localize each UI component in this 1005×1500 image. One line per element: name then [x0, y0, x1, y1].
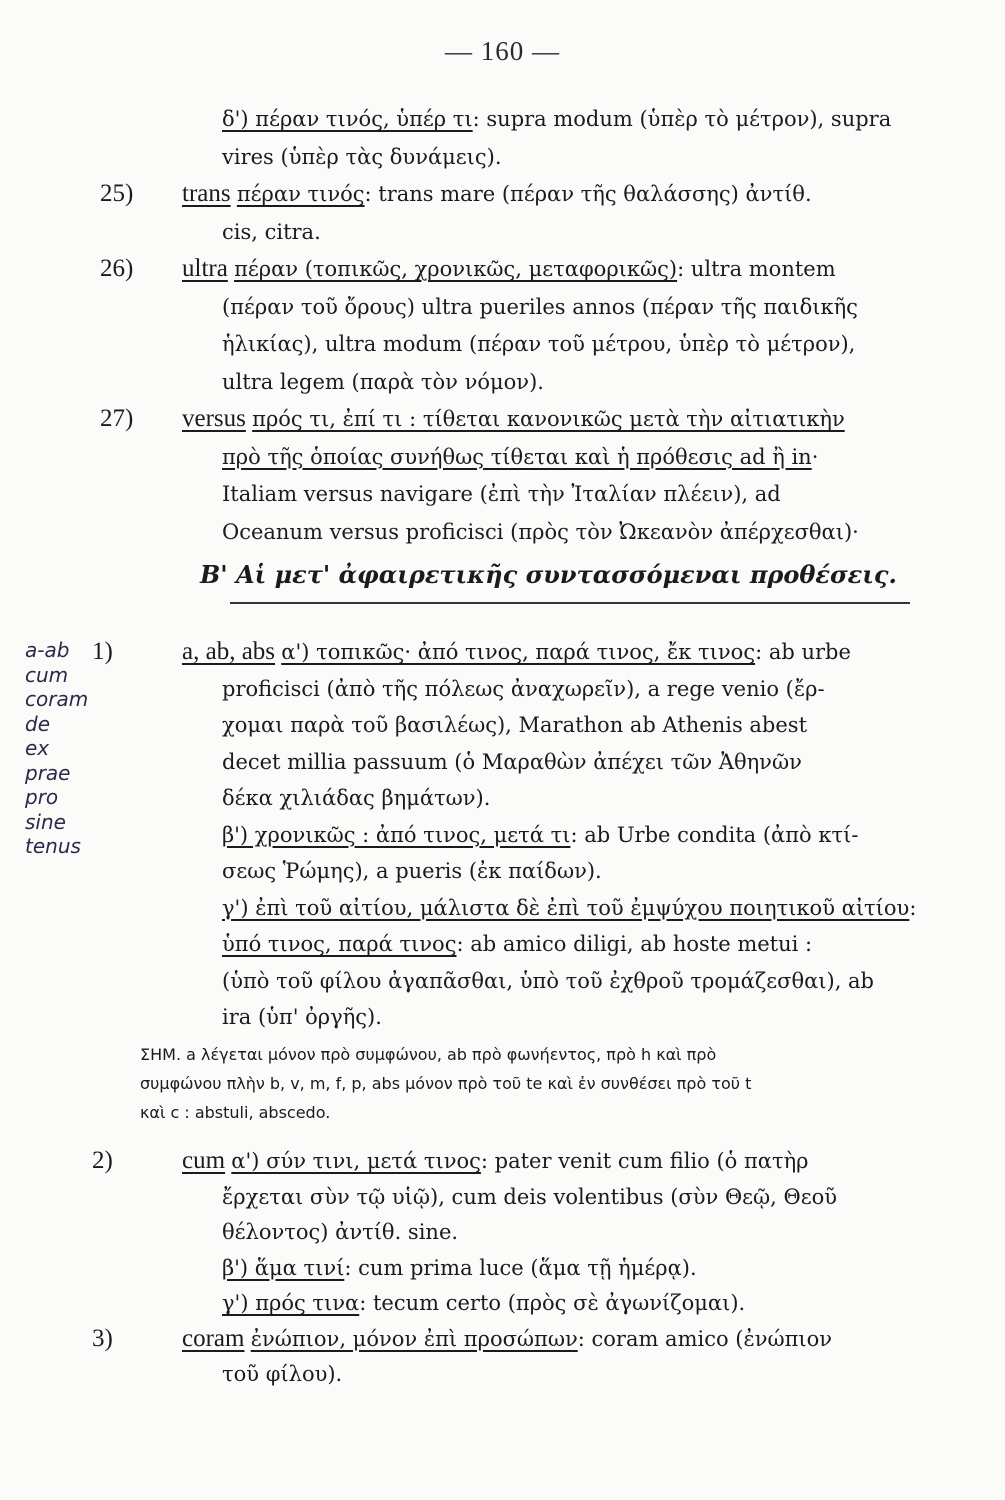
- item-number: 3): [92, 1324, 113, 1352]
- text-line: [92, 1145, 809, 1177]
- line-text: ἡλικίας), ultra modum (πέραν τοῦ μέτρου, ὑπὲρ τὸ μέτρον),: [222, 332, 856, 356]
- greek-equivalent: β') ἅμα τινί: [222, 1255, 345, 1280]
- greek-equivalent: γ') ἐπὶ τοῦ αἰτίου, μάλιστα δὲ ἐπὶ τοῦ ἐμψύχου ποιητικοῦ αἰτίου: [222, 895, 910, 920]
- note-line: ΣΗΜ. a λέγεται μόνον πρὸ συμφώνου, ab πρὸ φωνήεντος, πρὸ h καὶ πρὸ: [140, 1045, 717, 1064]
- text-line: [222, 328, 855, 360]
- margin-note: ex: [25, 736, 50, 760]
- text-line: [100, 178, 812, 210]
- greek-equivalent: ὑπό τινος, παρά τινος: [222, 932, 457, 956]
- line-text: : trans mare (πέραν τῆς θαλάσσης) ἀντίθ.: [364, 182, 812, 206]
- greek-equivalent: πρός τι, ἐπί τι : τίθεται κανονικῶς μετὰ τὴν αἰτιατικὴν: [252, 407, 845, 431]
- text-line: [92, 636, 851, 668]
- line-text: : ab Urbe condita (ἀπὸ κτί-: [570, 822, 859, 847]
- text-line: [222, 892, 916, 924]
- line-text: :: [909, 895, 917, 920]
- text-line: [222, 1001, 382, 1033]
- line-text: : cum prima luce (ἅμα τῇ ἡμέρᾳ).: [344, 1255, 697, 1280]
- text-line: [222, 855, 602, 887]
- greek-equivalent: ἐνώπιον, μόνον ἐπὶ προσώπων: [250, 1326, 578, 1351]
- line-text: cis, citra.: [222, 219, 321, 244]
- line-text: proficisci (ἀπὸ τῆς πόλεως ἀναχωρεῖν), a rege venio (ἔρ-: [222, 676, 825, 701]
- line-text: ἔρχεται σὺν τῷ υἱῷ), cum deis volentibus (σὺν Θεῷ, Θεοῦ: [222, 1184, 838, 1209]
- margin-note: pro: [25, 785, 59, 809]
- heading-underline: [230, 602, 910, 604]
- text-line: [222, 1252, 697, 1284]
- text-line: [222, 1287, 745, 1319]
- text-line: [100, 403, 845, 435]
- line-text: θέλοντος) ἀντίθ. sine.: [222, 1220, 459, 1244]
- line-text: Italiam versus navigare (ἐπὶ τὴν Ἰταλίαν πλέειν), ad: [222, 482, 781, 506]
- line-text: χομαι παρὰ τοῦ βασιλέως), Marathon ab Athenis abest: [222, 713, 808, 737]
- text-line: [100, 253, 836, 285]
- line-text: vires (ὑπὲρ τὰς δυνάμεις).: [222, 144, 502, 169]
- line-text: : ab amico diligi, ab hoste metui :: [456, 932, 813, 956]
- text-line: [222, 216, 321, 248]
- note-line: συμφώνου πλὴν b, v, m, f, p, abs μόνον πρὸ τοῦ te καὶ ἐν συνθέσει πρὸ τοῦ t: [140, 1074, 752, 1093]
- latin-preposition: coram: [182, 1324, 245, 1352]
- line-text: : ab urbe: [755, 640, 851, 664]
- text-line: [222, 103, 891, 135]
- line-text: : coram amico (ἐνώπιον: [577, 1326, 833, 1351]
- greek-equivalent: α') τοπικῶς· ἀπό τινος, παρά τινος, ἔκ τινος: [281, 640, 756, 664]
- greek-equivalent: πέραν τινός: [236, 182, 365, 206]
- line-text: δέκα χιλιάδας βημάτων).: [222, 786, 491, 810]
- greek-equivalent: πρὸ τῆς ὁποίας συνήθως τίθεται καὶ ἡ πρόθεσις ad ἢ in: [222, 444, 812, 469]
- text-line: [222, 516, 859, 548]
- text-line: [222, 366, 544, 398]
- line-text: (πέραν τοῦ ὄρους) ultra pueriles annos (πέραν τῆς παιδικῆς: [222, 294, 858, 319]
- note-line: καὶ c : abstuli, abscedo.: [140, 1103, 331, 1122]
- greek-equivalent: γ') πρός τινα: [222, 1291, 360, 1315]
- margin-note: de: [25, 711, 50, 736]
- text-line: [222, 1181, 837, 1213]
- latin-preposition: trans: [182, 180, 231, 207]
- latin-preposition: versus: [182, 405, 246, 432]
- line-text: ira (ὑπ' ὀργῆς).: [222, 1005, 382, 1029]
- margin-note: sine: [25, 809, 66, 834]
- text-line: [222, 673, 825, 705]
- latin-preposition: cum: [182, 1147, 226, 1174]
- line-text: : ultra montem: [677, 257, 836, 281]
- item-number: 1): [92, 638, 113, 665]
- line-text: ·: [811, 444, 819, 469]
- margin-note: a-ab: [25, 638, 70, 662]
- line-text: ultra legem (παρὰ τὸν νόμον).: [222, 369, 544, 394]
- text-line: [222, 141, 502, 173]
- text-line: [92, 1323, 833, 1355]
- text-line: [222, 782, 490, 814]
- text-line: [222, 441, 818, 473]
- greek-equivalent: α') σύν τινι, μετά τινος: [231, 1149, 481, 1173]
- line-text: (ὑπὸ τοῦ φίλου ἀγαπᾶσθαι, ὑπὸ τοῦ ἐχθροῦ τρομάζεσθαι), ab: [222, 968, 875, 993]
- latin-preposition: ultra: [182, 255, 228, 282]
- greek-equivalent: δ') πέραν τινός, ὑπέρ τι: [222, 107, 473, 131]
- item-number: 2): [92, 1147, 113, 1174]
- page-number: — 160 —: [445, 36, 560, 66]
- line-text: τοῦ φίλου).: [222, 1362, 343, 1386]
- line-text: : supra modum (ὑπὲρ τὸ μέτρον), supra: [472, 107, 892, 131]
- margin-note: cum: [25, 662, 69, 687]
- text-line: [222, 291, 858, 323]
- line-text: σεως Ῥώμης), a pueris (ἐκ παίδων).: [222, 859, 602, 883]
- line-text: decet millia passuum (ὁ Μαραθὼν ἀπέχει τῶν Ἀθηνῶν: [222, 749, 802, 774]
- latin-preposition: a, ab, abs: [182, 638, 276, 665]
- item-number: 26): [100, 255, 134, 282]
- handwritten-margin-notes: [25, 638, 135, 859]
- item-number: 25): [100, 180, 134, 207]
- margin-note: prae: [25, 760, 71, 785]
- text-line: [222, 1216, 458, 1248]
- margin-note: tenus: [25, 834, 81, 858]
- line-text: : tecum certo (πρὸς σὲ ἀγωνίζομαι).: [359, 1291, 746, 1315]
- section-heading: Β' Αἱ μετ' ἀφαιρετικῆς συντασσόμεναι προθέσεις.: [200, 560, 897, 589]
- line-text: : pater venit cum filio (ὁ πατὴρ: [480, 1149, 809, 1173]
- greek-equivalent: β') χρονικῶς : ἀπό τινος, μετά τι: [222, 822, 571, 847]
- text-line: [222, 478, 781, 510]
- line-text: Oceanum versus proficisci (πρὸς τὸν Ὠκεανὸν ἀπέρχεσθαι)·: [222, 519, 859, 544]
- text-line: [222, 1358, 342, 1390]
- text-line: [222, 819, 858, 851]
- text-line: [222, 709, 807, 741]
- text-line: [222, 928, 812, 960]
- margin-note: coram: [25, 687, 89, 711]
- text-line: [222, 965, 874, 997]
- greek-equivalent: πέραν (τοπικῶς, χρονικῶς, μεταφορικῶς): [234, 257, 678, 281]
- text-line: [222, 746, 802, 778]
- item-number: 27): [100, 405, 134, 432]
